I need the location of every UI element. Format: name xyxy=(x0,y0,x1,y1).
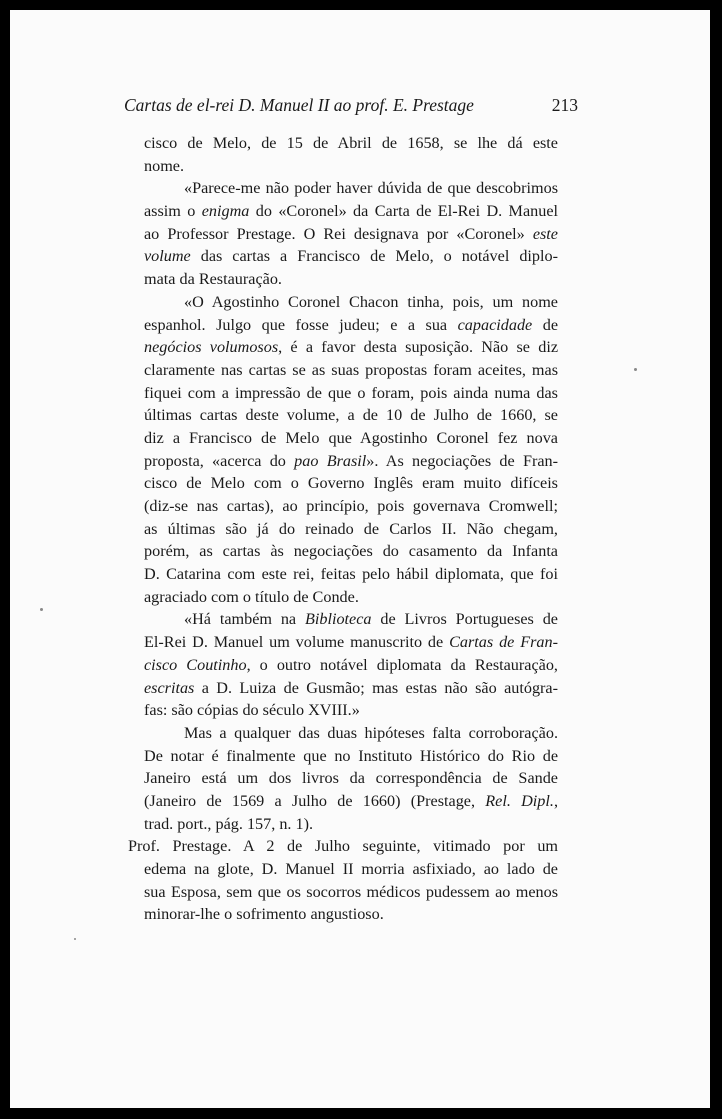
text-line: «Há também na Biblioteca de Livros Portugueses de xyxy=(184,610,558,629)
text-line: cisco de Melo, de 15 de Abril de 1658, se lhe dá este xyxy=(144,134,558,152)
text-line: nome. xyxy=(144,156,185,175)
text-line: assim o enigma do «Coronel» da Carta de El-Rei D. Manuel xyxy=(144,202,559,221)
text-line: Janeiro está um dos livros da correspondência de Sande xyxy=(144,769,558,788)
paper-speck xyxy=(634,368,637,371)
text-line: Prof. Prestage. A 2 de Julho seguinte, vitimado por um xyxy=(128,837,558,856)
text-line: ao Professor Prestage. O Rei designava por «Coronel» este xyxy=(144,224,558,243)
text-line: porém, as cartas às negociações do casamento da Infanta xyxy=(144,542,558,561)
text-line: espanhol. Julgo que fosse judeu; e a sua capacidade de xyxy=(144,315,558,334)
text-line: escritas a D. Luiza de Gusmão; mas estas não são autógra- xyxy=(144,678,558,697)
paper-speck xyxy=(40,608,43,611)
text-line: cisco de Melo com o Governo Inglês eram muito difíceis xyxy=(144,474,558,493)
text-line: (Janeiro de 1569 a Julho de 1660) (Prestage, Rel. Dipl., xyxy=(144,791,558,810)
page-number: 213 xyxy=(551,95,578,115)
text-line: trad. port., pág. 157, n. 1). xyxy=(144,814,314,833)
text-line: El-Rei D. Manuel um volume manuscrito de Cartas de Fran- xyxy=(144,633,559,652)
text-line: sua Esposa, sem que os socorros médicos pudessem ao menos xyxy=(144,882,558,901)
book-page xyxy=(10,10,710,1108)
text-line: cisco Coutinho, o outro notável diplomata da Restauração, xyxy=(144,655,558,674)
body-text xyxy=(128,132,559,926)
text-line: minorar-lhe o sofrimento angustioso. xyxy=(144,905,384,924)
text-line: agraciado com o título de Conde. xyxy=(144,587,359,606)
text-line: De notar é finalmente que no Instituto Histórico do Rio de xyxy=(144,746,558,765)
text-line: claramente nas cartas se as suas propostas foram aceites, mas xyxy=(144,360,558,379)
text-line: fas: são cópias do século XVIII.» xyxy=(144,701,360,720)
text-line: «Parece-me não poder haver dúvida de que descobrimos xyxy=(184,179,558,198)
text-line: Mas a qualquer das duas hipóteses falta corroboração. xyxy=(184,723,558,742)
text-line: edema na glote, D. Manuel II morria asfixiado, ao lado de xyxy=(144,860,558,878)
text-line: fiquei com a impressão de que o foram, pois ainda numa das xyxy=(144,383,558,402)
text-line: últimas cartas deste volume, a de 10 de Julho de 1660, se xyxy=(144,406,558,425)
text-line: negócios volumosos, é a favor desta suposição. Não se diz xyxy=(144,338,559,357)
running-header xyxy=(124,95,578,116)
running-title: Cartas de el-rei D. Manuel II ao prof. E. Prestage xyxy=(124,95,474,115)
text-line: as últimas são já do reinado de Carlos II. Não chegam, xyxy=(144,519,558,538)
text-line: «O Agostinho Coronel Chacon tinha, pois, um nome xyxy=(184,292,558,311)
text-line: D. Catarina com este rei, feitas pelo hábil diplomata, que foi xyxy=(144,565,558,584)
text-line: diz a Francisco de Melo que Agostinho Coronel fez nova xyxy=(144,428,558,447)
text-line: volume das cartas a Francisco de Melo, o notável diplo- xyxy=(144,247,558,266)
text-line: mata da Restauração. xyxy=(144,270,282,289)
text-line: proposta, «acerca do pao Brasil». As negociações de Fran- xyxy=(144,451,559,470)
text-line: (diz-se nas cartas), ao princípio, pois governava Cromwell; xyxy=(144,497,558,515)
paper-speck xyxy=(74,938,76,940)
